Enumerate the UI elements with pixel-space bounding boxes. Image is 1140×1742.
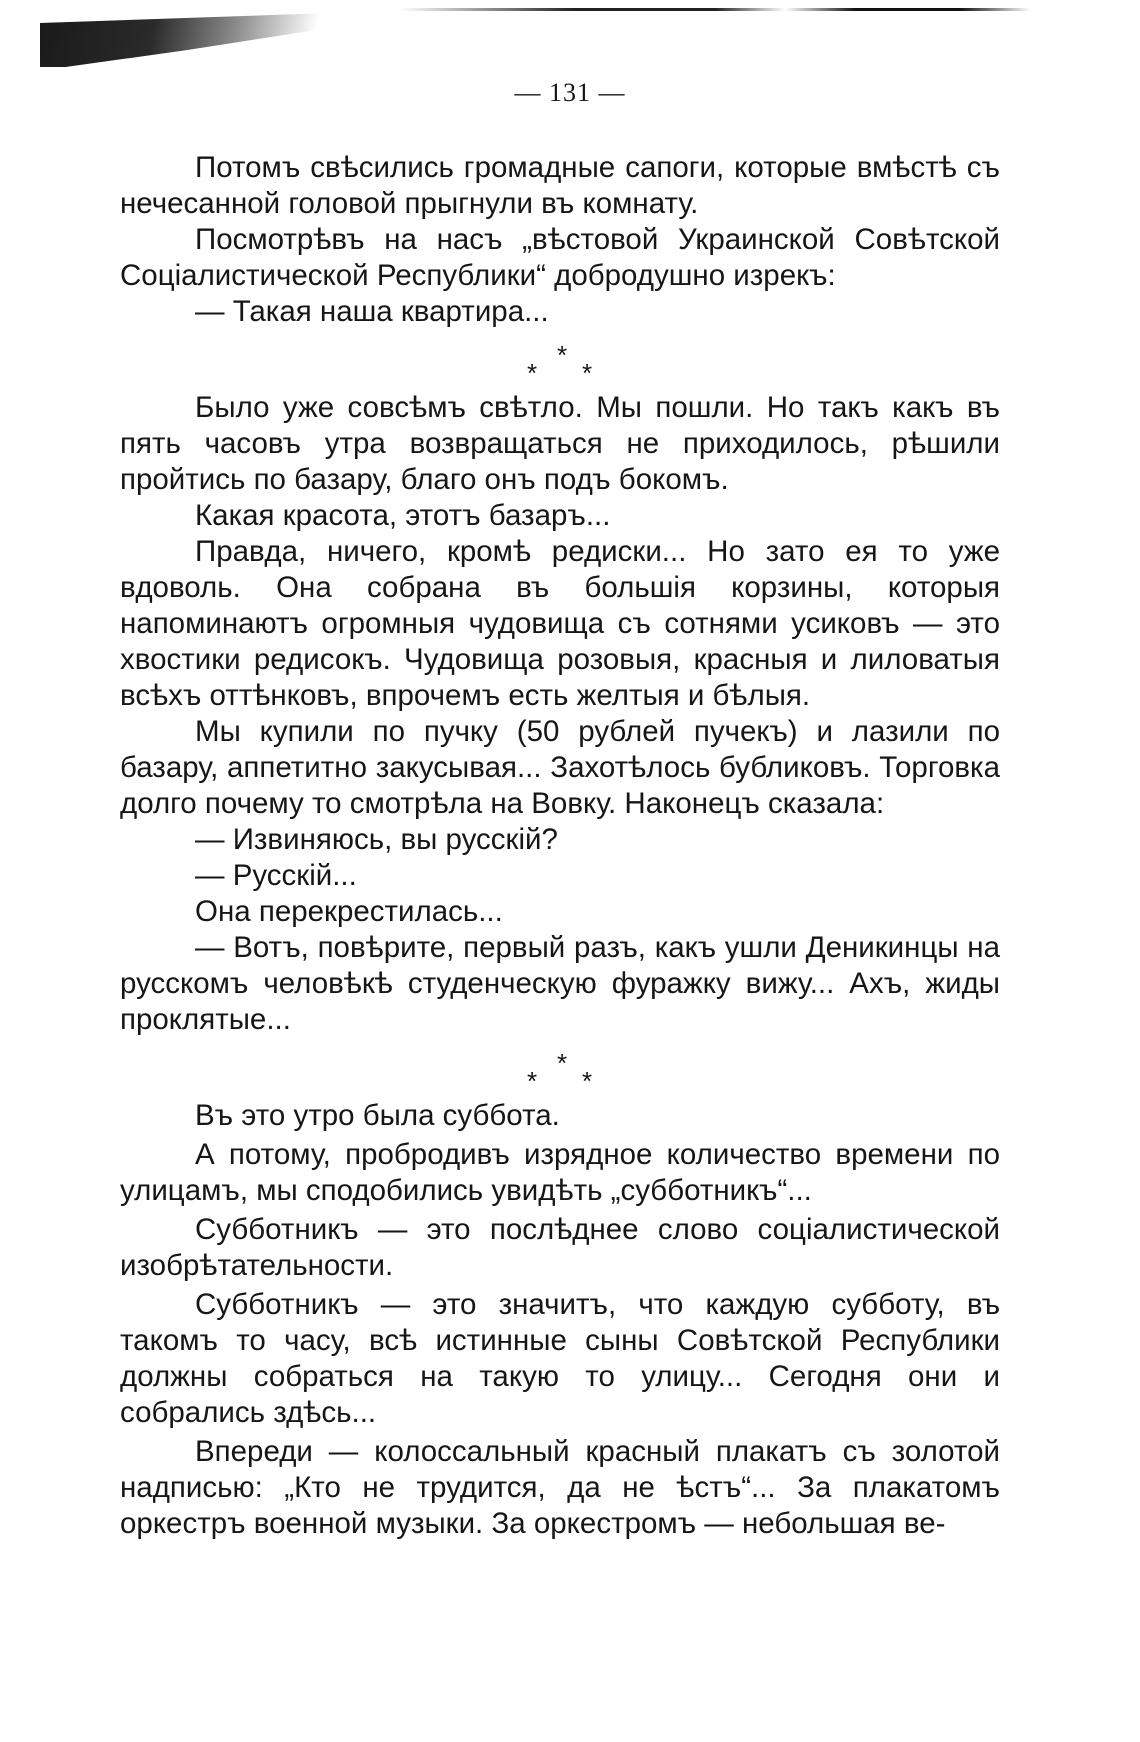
asterisk: *: [527, 358, 538, 388]
body-text: [120, 150, 1000, 1542]
paragraph: Она перекрестилась...: [195, 895, 503, 928]
paragraph: Субботникъ — это послѣднее слово соціалистической изобрѣтательности.: [120, 1213, 1000, 1282]
paragraph: Правда, ничего, кромѣ редиски... Но зато ея то уже вдоволь. Она собрана въ большія корзины, которыя напоминаютъ огромныя чудовища съ сотнями усиковъ — это хвостики редисокъ. Чудовища розовыя, красныя и лиловатыя всѣхъ оттѣнковъ, впрочемъ есть желтыя и бѣлыя.: [120, 535, 1000, 712]
paragraph: — Такая наша квартира...: [195, 295, 549, 328]
paragraph: — Вотъ, повѣрите, первый разъ, какъ ушли Деникинцы на русскомъ человѣкѣ студенческую фуражку вижу... Ахъ, жиды проклятые...: [120, 931, 1000, 1036]
paragraph: Впереди — колоссальный красный плакатъ съ золотой надписью: „Кто не трудится, да не ѣстъ“... За плакатомъ оркестръ военной музыки. За оркестромъ — небольшая ве-: [120, 1435, 1000, 1540]
asterisk: *: [557, 340, 568, 370]
scan-artifact: [40, 12, 360, 67]
section-asterism: [120, 330, 1000, 390]
asterisk: *: [557, 1048, 568, 1078]
paragraph: — Русскій...: [195, 859, 357, 892]
asterisk: *: [582, 358, 593, 388]
paragraph: Въ это утро была суббота.: [195, 1099, 560, 1132]
asterisk: *: [582, 1066, 593, 1096]
section-asterism: [120, 1038, 1000, 1098]
paragraph: Посмотрѣвъ на насъ „вѣстовой Украинской Совѣтской Соціалистической Республики“ добродушно изрекъ:: [120, 223, 1000, 292]
paragraph: Какая красота, этотъ базаръ...: [195, 499, 611, 532]
paragraph: Мы купили по пучку (50 рублей пучекъ) и лазили по базару, аппетитно закусывая... Захотѣлось бубликовъ. Торговка долго почему то смотрѣла на Вовку. Наконецъ сказала:: [120, 715, 1000, 820]
page-number: — 131 —: [514, 78, 626, 107]
paragraph: Субботникъ — это значитъ, что каждую субботу, въ такомъ то часу, всѣ истинные сыны Совѣтской Республики должны собраться на такую то улицу... Сегодня они и собрались здѣсь...: [120, 1288, 1000, 1429]
paragraph: А потому, пробродивъ изрядное количество времени по улицамъ, мы сподобились увидѣть „субботникъ“...: [120, 1138, 1000, 1207]
asterisk: *: [527, 1066, 538, 1096]
paragraph: Было уже совсѣмъ свѣтло. Мы пошли. Но такъ какъ въ пять часовъ утра возвращаться не приходилось, рѣшили пройтись по базару, благо онъ подъ бокомъ.: [120, 391, 1000, 496]
paragraph: — Извиняюсь, вы русскій?: [195, 823, 558, 856]
scan-edge-line: [400, 8, 1100, 11]
paragraph: Потомъ свѣсились громадные сапоги, которые вмѣстѣ съ нечесанной головой прыгнули въ комнату.: [120, 151, 1000, 220]
